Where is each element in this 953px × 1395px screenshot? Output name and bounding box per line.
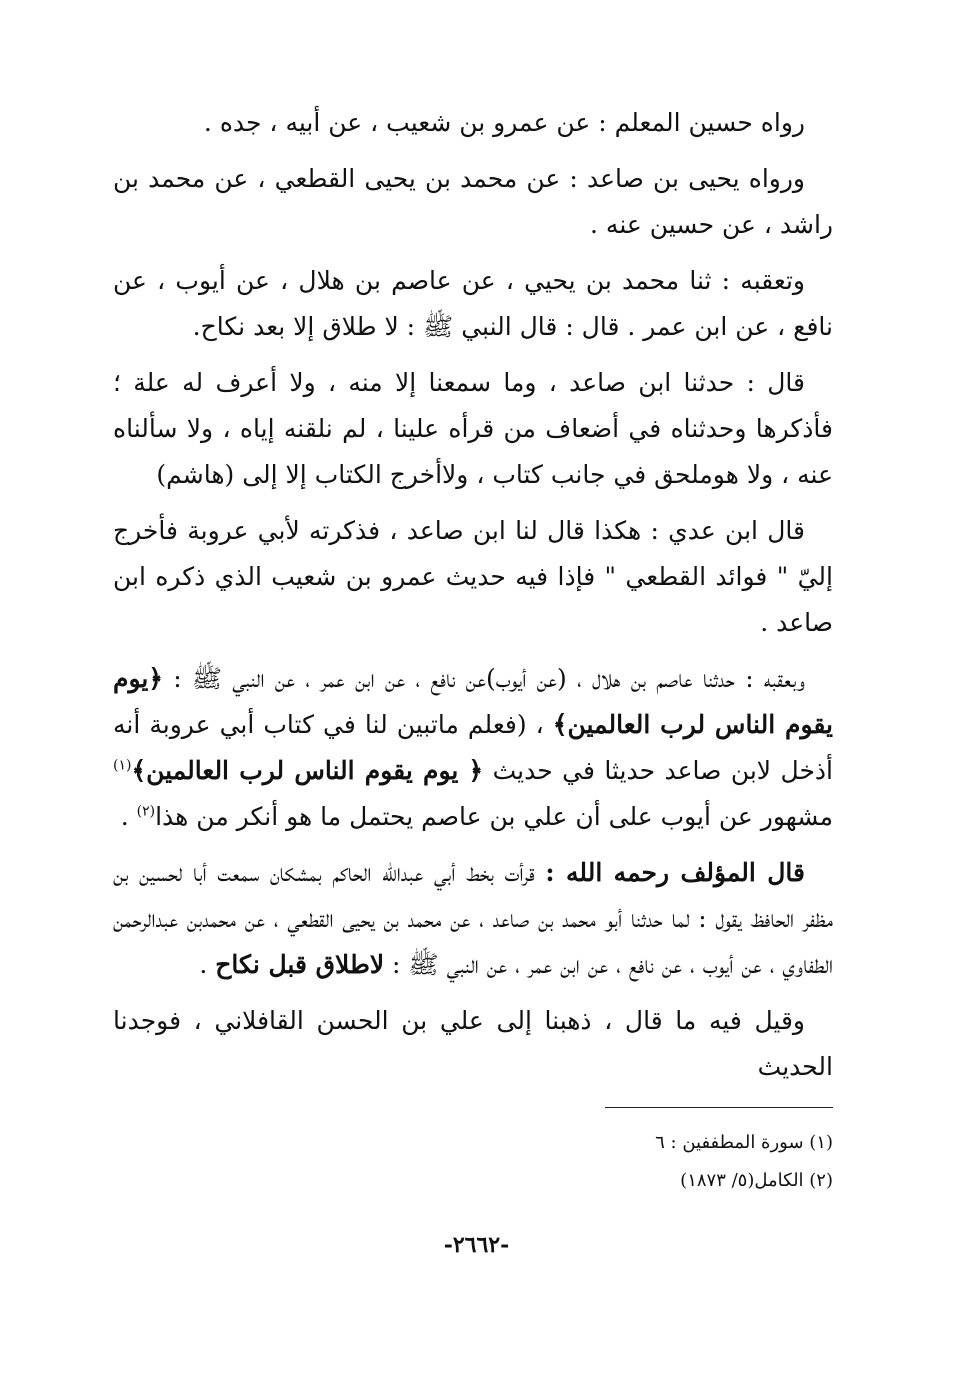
paragraph-1: رواه حسين المعلم : عن عمرو بن شعيب ، عن أبيه ، جده . — [203, 108, 805, 137]
paragraph-5: قال ابن عدي : هكذا قال لنا ابن صاعد ، فذكرته لأبي عروبة فأخرج إليّ " فوائد القطعي " فإذا فيه حديث عمرو بن شعيب الذي ذكره ابن صاعد . — [113, 516, 833, 637]
paragraph-8: وقيل فيه ما قال ، ذهبنا إلى علي بن الحسن القافلاني ، فوجدنا الحديث — [113, 1006, 833, 1081]
paragraph-6-part-c: ، (فعلم ماتبين لنا في كتاب أبي عروبة أنه أذخل لابن صاعد حديثا في حديث — [113, 710, 833, 785]
quran-quote-1: ﴿يوم يقوم الناس لرب العالمين﴾ — [113, 664, 833, 739]
paragraph-6-part-f: مشهور عن أيوب على أن علي بن عاصم يحتمل ما هو أنكر من هذا — [155, 802, 833, 831]
footnote-ref-1: (١) — [113, 757, 132, 774]
paragraph-7 — [113, 850, 833, 988]
main-text — [113, 100, 833, 1100]
paragraph-4: قال : حدثنا ابن صاعد ، وما سمعنا إلا منه ، ولا أعرف له علة ؛ فأذكرها وحدثناه في أضعاف من قرأه علينا ، لم نلقنه إياه ، ولا سألناه عنه ، ولا هوملحق في جانب كتاب ، ولاأخرج الكتاب إلا إلى (هاشم) — [113, 368, 833, 489]
footnote-ref-2: (٢) — [136, 803, 156, 820]
paragraph-7-part-d: . — [199, 950, 216, 979]
paragraph-6-part-h: . — [120, 802, 137, 831]
author-heading: قال المؤلف رحمه الله : — [545, 858, 805, 887]
paragraph-6-part-a: وبعقبه : حدثنا عاصم بن هلال ، (عن أيوب)عن نافع ، عن ابن عمر ، عن النبي ﷺ : — [163, 664, 805, 693]
hadith-quote: لاطلاق قبل نكاح — [215, 950, 385, 979]
paragraph-2: ورواه يحيى بن صاعد : عن محمد بن يحيى القطعي ، عن محمد بن راشد ، عن حسين عنه . — [113, 164, 833, 239]
footnotes — [113, 1124, 833, 1200]
footnote-2: (٢) الكامل(٥/ ١٨٧٣) — [680, 1170, 833, 1191]
paragraph-6 — [113, 656, 833, 840]
footnote-1: (١) سورة المطففين : ٦ — [655, 1132, 833, 1153]
footnote-divider — [605, 1107, 833, 1108]
paragraph-3: وتعقبه : ثنا محمد بن يحيي ، عن عاصم بن هلال ، عن أيوب ، عن نافع ، عن ابن عمر . قال : قال النبي ﷺ : لا طلاق إلا بعد نكاح. — [113, 266, 833, 341]
quran-quote-2: ﴿ يوم يقوم الناس لرب العالمين﴾ — [131, 756, 484, 785]
paragraph-7-part-b: قرأت بخط أبي عبدالله الحاكم بمشكان سمعت أبا لحسين بن مظفر الحافظ يقول : لما حدثنا أبو محمد بن صاعد ، عن محمد بن يحيى القطعي ، عن محمدبن عبدالرحمن الطفاوي ، عن أيوب ، عن نافع ، عن ابن عمر ، عن النبي ﷺ : — [113, 858, 833, 979]
page-number: -٢٦٦٢- — [443, 1232, 510, 1258]
